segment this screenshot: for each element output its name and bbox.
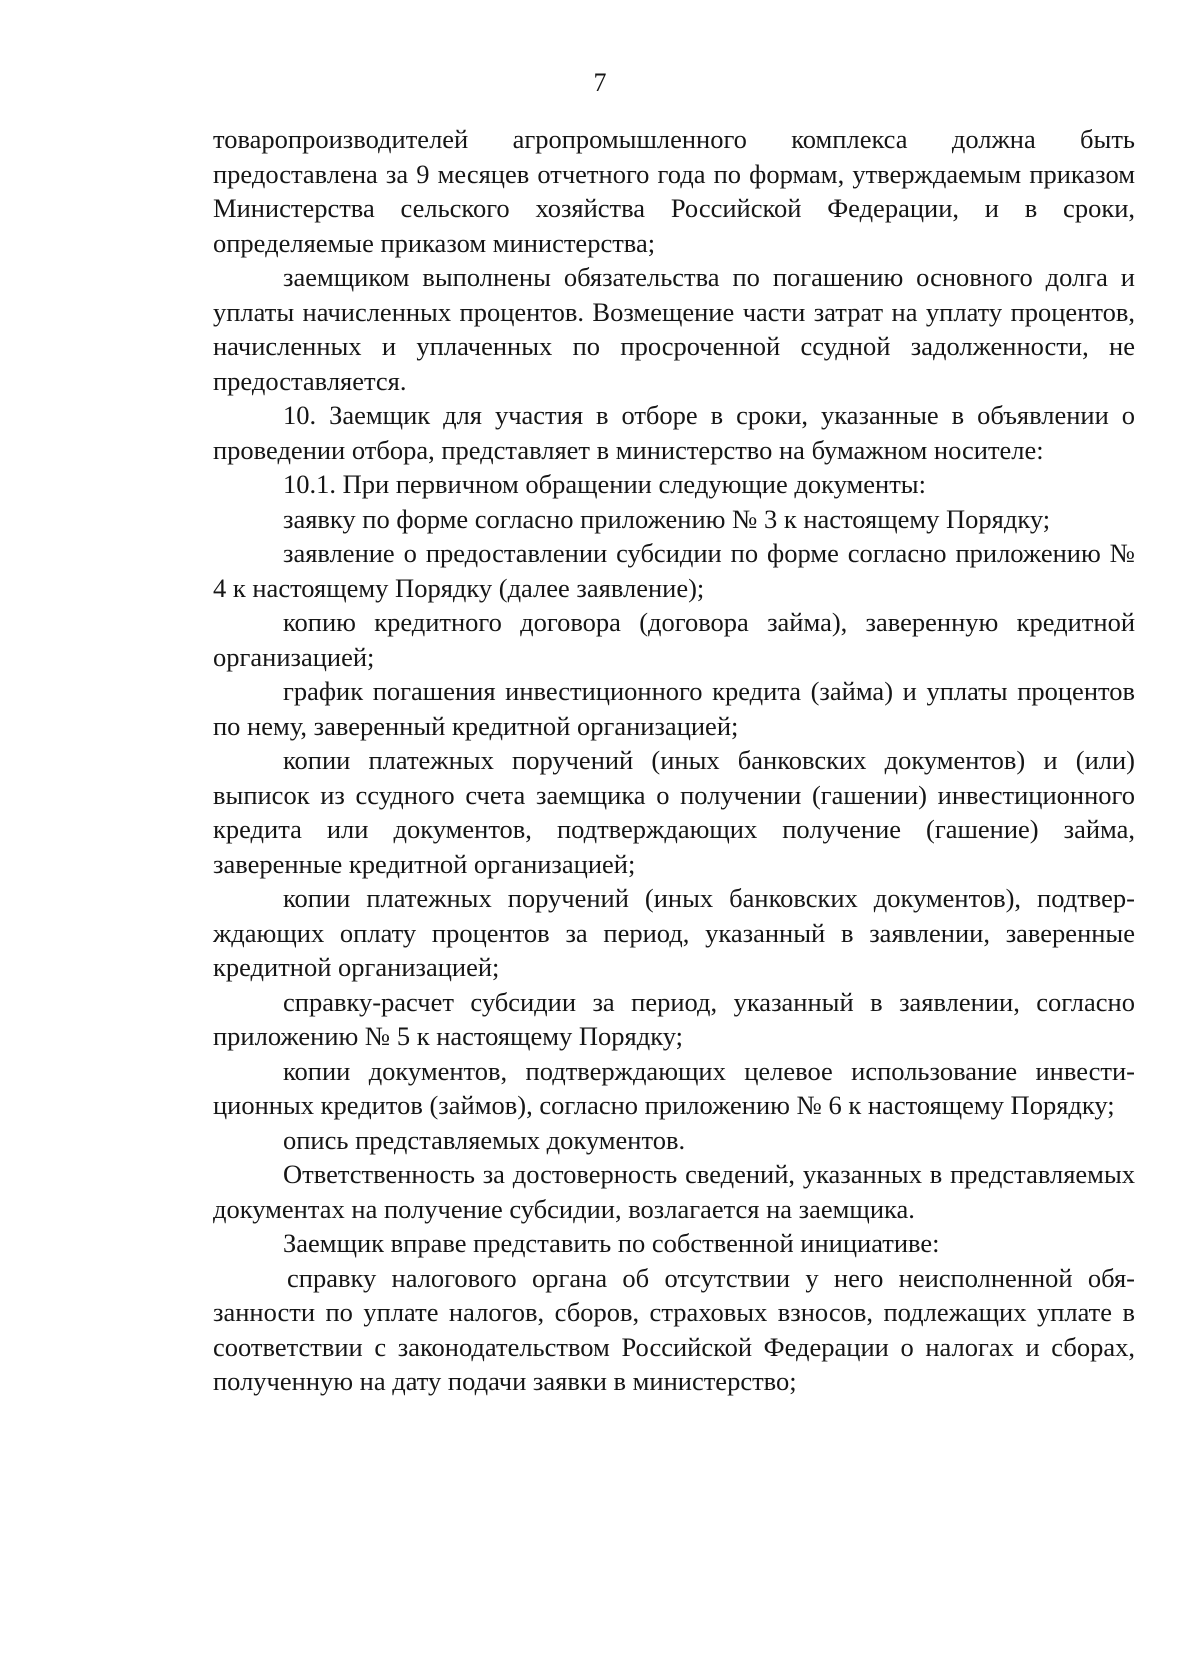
paragraph: Ответственность за достоверность сведений, указанных в представляемых документах на получение субсидии, возлагается на заемщика. [213, 1159, 1135, 1224]
page-number: 7 [593, 68, 607, 97]
paragraph: заемщиком выполнены обязательства по погашению основного долга и уплаты начисленных процентов. Возмещение части затрат на уплату процентов, начисленных и уплаченных по просроченной ссудной задолженности, не предоставляется. [213, 262, 1135, 396]
paragraph: опись представляемых документов. [283, 1124, 686, 1155]
paragraph: заявку по форме согласно приложению № 3 к настоящему Порядку; [283, 503, 1051, 534]
paragraph: копии платежных поручений (иных банковских документов), подтверждающих оплату процентов за период, указанный в заявлении, заверенные кредитной организацией; [213, 883, 1135, 982]
document-body [213, 122, 1135, 1399]
paragraph: копии платежных поручений (иных банковских документов) и (или) выписок из ссудного счета заемщика о получении (гашении) инвестиционного кредита или документов, подтверждающих получение (гашение) займа, заверенные кредитной организацией; [213, 745, 1135, 879]
paragraph: товаропроизводителей агропромышленного комплекса должна быть предоставлена за 9 месяцев отчетного года по формам, утверждаемым приказом Министерства сельского хозяйства Российской Федерации, и в сроки, определяемые приказом министерства; [213, 124, 1135, 258]
paragraph: справку налогового органа об отсутствии у него неисполненной обязанности по уплате налогов, сборов, страховых взносов, подлежащих уплате в соответствии с законодательством Российской Федерации о налогах и сборах, полученную на дату подачи заявки в министерство; [213, 1262, 1135, 1396]
paragraph: справку-расчет субсидии за период, указанный в заявлении, согласно приложению № 5 к настоящему Порядку; [213, 986, 1135, 1051]
paragraph: копию кредитного договора (договора займа), заверенную кредитной организацией; [213, 607, 1135, 672]
paragraph: 10.1. При первичном обращении следующие документы: [283, 469, 926, 499]
paragraph: 10. Заемщик для участия в отборе в сроки, указанные в объявлении о проведении отбора, представляет в министерство на бумажном носителе: [213, 400, 1135, 465]
paragraph: копии документов, подтверждающих целевое использование инвестиционных кредитов (займов), согласно приложению № 6 к настоящему Порядку; [213, 1055, 1135, 1120]
paragraph: заявление о предоставлении субсидии по форме согласно приложению № 4 к настоящему Порядку (далее заявление); [213, 538, 1135, 603]
paragraph: график погашения инвестиционного кредита (займа) и уплаты процентов по нему, заверенный кредитной организацией; [213, 676, 1135, 741]
paragraph: Заемщик вправе представить по собственной инициативе: [283, 1228, 940, 1258]
